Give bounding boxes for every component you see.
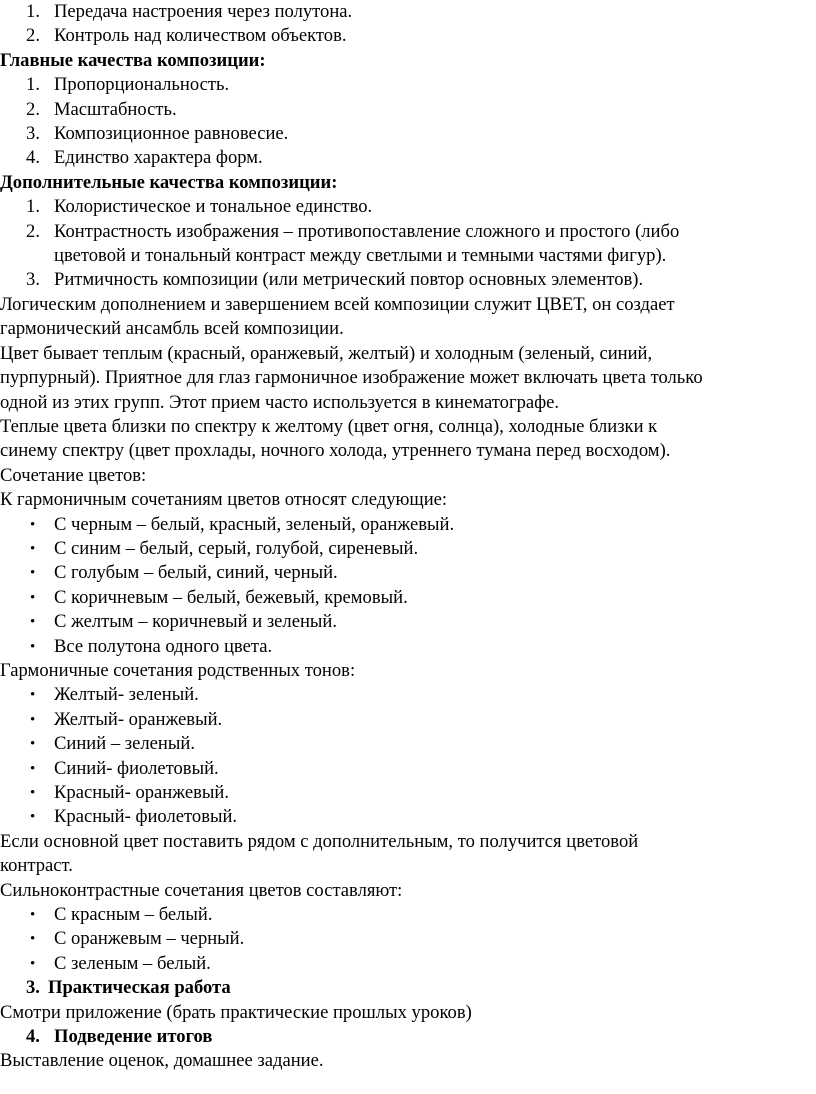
list-number: 1.: [26, 196, 40, 218]
list-number: 2.: [26, 98, 40, 120]
list-item: [0, 952, 816, 976]
bullet-icon: •: [30, 931, 36, 948]
list-number: 2.: [26, 220, 40, 242]
paragraph-line: одной из этих групп. Этот прием часто используется в кинематографе.: [0, 391, 560, 413]
list-item: [0, 683, 816, 707]
list-item: [0, 708, 816, 732]
list-item-text: Передача настроения через полутона.: [54, 1, 353, 22]
list-number: 2.: [26, 25, 40, 47]
list-item-text: Композиционное равновесие.: [54, 123, 289, 145]
list-item-text: Красный- фиолетовый.: [54, 806, 238, 828]
list-item: [0, 927, 816, 951]
list-item-text: С черным – белый, красный, зеленый, оранжевый.: [54, 513, 455, 535]
list-item: [0, 805, 816, 829]
bullet-icon: •: [30, 614, 36, 631]
list-number: 1.: [26, 1, 40, 22]
bullet-icon: •: [30, 736, 36, 753]
paragraph-line: пурпурный). Приятное для глаз гармоничное изображение может включать цвета только: [0, 367, 703, 389]
list-number: 3.: [26, 123, 40, 145]
paragraph-warm-cold: [0, 342, 816, 415]
bullet-icon: •: [30, 589, 36, 606]
paragraph-line: Логическим дополнением и завершением всей композиции служит ЦВЕТ, он создает: [0, 293, 675, 315]
list-item-text: цветовой и тональный контраст между светлыми и темными частями фигур).: [54, 245, 667, 267]
harmonic-intro: К гармоничным сочетаниям цветов относят следующие:: [0, 489, 448, 511]
section-title: Подведение итогов: [54, 1026, 213, 1048]
list-item: [0, 220, 816, 244]
paragraph-line: Теплые цвета близки по спектру к желтому (цвет огня, солнца), холодные близки к: [0, 415, 658, 437]
section-title: Практическая работа: [48, 977, 231, 999]
list-item: [0, 537, 816, 561]
list-item-text: Контроль над количеством объектов.: [54, 25, 347, 47]
bullet-icon: •: [30, 638, 36, 655]
list-item: [0, 73, 816, 97]
main-qualities-list: [0, 73, 816, 171]
top-list: [0, 0, 816, 49]
main-qualities-heading: Главные качества композиции:: [0, 49, 266, 71]
paragraph-spectrum: [0, 415, 816, 464]
list-item-text: Масштабность.: [54, 98, 177, 120]
list-item: [0, 98, 816, 122]
list-item: [0, 268, 816, 292]
list-item: [0, 122, 816, 146]
list-item-text: Все полутона одного цвета.: [54, 635, 273, 657]
bullet-icon: •: [30, 809, 36, 826]
extra-qualities-heading: Дополнительные качества композиции:: [0, 171, 338, 193]
section-3-text: Смотри приложение (брать практические прошлых уроков): [0, 1001, 472, 1023]
list-item: [0, 513, 816, 537]
list-number: 1.: [26, 74, 40, 96]
section-4-text: Выставление оценок, домашнее задание.: [0, 1050, 324, 1072]
list-item-text: Желтый- зеленый.: [54, 684, 199, 706]
list-item-text: С синим – белый, серый, голубой, сиреневый.: [54, 537, 419, 559]
list-item: [0, 781, 816, 805]
list-item: [0, 732, 816, 756]
list-item-text: Синий- фиолетовый.: [54, 757, 219, 779]
list-number: 3.: [26, 269, 40, 291]
paragraph-contrast: [0, 830, 816, 879]
list-item: [0, 0, 816, 24]
list-item-text: Ритмичность композиции (или метрический повтор основных элементов).: [54, 269, 644, 291]
list-item-text: С оранжевым – черный.: [54, 928, 245, 950]
harmonic-list: [0, 513, 816, 659]
bullet-icon: •: [30, 687, 36, 704]
paragraph-line: Цвет бывает теплым (красный, оранжевый, желтый) и холодным (зеленый, синий,: [0, 342, 653, 364]
list-item: [0, 24, 816, 48]
combo-title: Сочетание цветов:: [0, 464, 147, 486]
list-item-text: Колористическое и тональное единство.: [54, 196, 373, 218]
bullet-icon: •: [30, 565, 36, 582]
section-3-heading: [0, 976, 816, 1000]
bullet-icon: •: [30, 760, 36, 777]
list-item: [0, 586, 816, 610]
bullet-icon: •: [30, 907, 36, 924]
list-item-text: С зеленым – белый.: [54, 952, 211, 974]
bullet-icon: •: [30, 711, 36, 728]
extra-qualities-list: [0, 195, 816, 293]
list-item-text: Желтый- оранжевый.: [54, 708, 223, 730]
list-item-text: Пропорциональность.: [54, 74, 230, 96]
list-item: [0, 146, 816, 170]
list-item-text: С желтым – коричневый и зеленый.: [54, 611, 337, 633]
list-number: 4.: [26, 147, 40, 169]
list-item-text: С коричневым – белый, бежевый, кремовый.: [54, 586, 408, 608]
paragraph-line: контраст.: [0, 855, 73, 877]
bullet-icon: •: [30, 516, 36, 533]
list-item-text: Единство характера форм.: [54, 147, 263, 169]
bullet-icon: •: [30, 540, 36, 557]
list-item: [0, 757, 816, 781]
bullet-icon: •: [30, 955, 36, 972]
strong-intro: Сильноконтрастные сочетания цветов составляют:: [0, 879, 403, 901]
list-item-text: С красным – белый.: [54, 904, 213, 926]
list-item: [0, 610, 816, 634]
list-item-text: Синий – зеленый.: [54, 733, 195, 755]
list-item-text: Контрастность изображения – противопоставление сложного и простого (либо: [54, 220, 680, 242]
section-number: 3.: [26, 977, 40, 999]
related-intro: Гармоничные сочетания родственных тонов:: [0, 659, 356, 681]
section-number: 4.: [26, 1026, 40, 1048]
paragraph-color: [0, 293, 816, 342]
paragraph-line: гармонический ансамбль всей композиции.: [0, 318, 344, 340]
list-item: [0, 561, 816, 585]
list-item: [0, 635, 816, 659]
list-item: [0, 195, 816, 219]
strong-list: [0, 903, 816, 976]
section-4-heading: [0, 1025, 816, 1049]
bullet-icon: •: [30, 785, 36, 801]
related-list: [0, 683, 816, 829]
list-item-text: Красный- оранжевый.: [54, 782, 229, 803]
list-item-continuation: [0, 244, 816, 268]
list-item: [0, 903, 816, 927]
paragraph-line: Если основной цвет поставить рядом с дополнительным, то получится цветовой: [0, 830, 639, 852]
paragraph-line: синему спектру (цвет прохлады, ночного холода, утреннего тумана перед восходом).: [0, 440, 671, 462]
list-item-text: С голубым – белый, синий, черный.: [54, 562, 338, 584]
